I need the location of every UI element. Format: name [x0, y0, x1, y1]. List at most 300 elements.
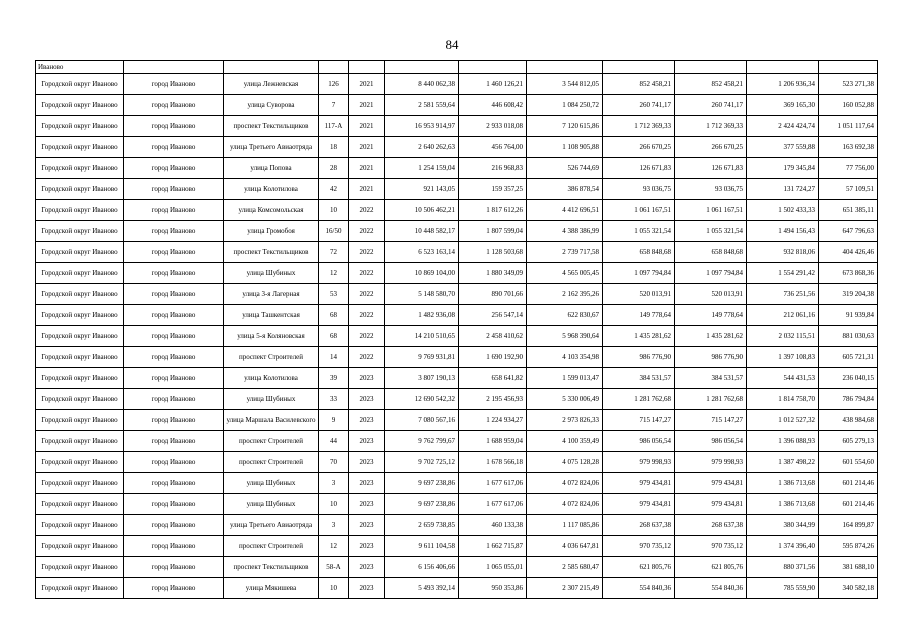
table-cell: 1 690 192,90 [459, 347, 527, 368]
table-cell: 44 [319, 431, 349, 452]
table-cell: 9 702 725,12 [385, 452, 459, 473]
table-row [36, 536, 878, 557]
table-cell: 1 108 905,88 [527, 137, 603, 158]
table-cell: 880 371,56 [747, 557, 819, 578]
table-row [36, 137, 878, 158]
table-cell: 1 807 599,04 [459, 221, 527, 242]
table-cell [385, 61, 459, 74]
table-cell: 2 933 018,08 [459, 116, 527, 137]
table-cell: 1 097 794,84 [675, 263, 747, 284]
table-cell: 1 460 126,21 [459, 74, 527, 95]
table-cell: 658 848,68 [603, 242, 675, 263]
table-cell: 10 [319, 578, 349, 599]
table-cell: 160 052,88 [819, 95, 878, 116]
table-cell: 736 251,56 [747, 284, 819, 305]
table-cell: 93 036,75 [675, 179, 747, 200]
table-cell: город Иваново [124, 200, 224, 221]
table-cell: 554 840,36 [603, 578, 675, 599]
table-cell: 950 353,86 [459, 578, 527, 599]
table-row [36, 284, 878, 305]
table-cell: 2022 [349, 200, 385, 221]
table-cell: 986 056,54 [675, 431, 747, 452]
table-cell: 7 [319, 95, 349, 116]
table-row [36, 431, 878, 452]
table-cell: 2022 [349, 347, 385, 368]
table-cell: 2023 [349, 389, 385, 410]
table-cell: 3 [319, 515, 349, 536]
table-cell: 2 195 456,93 [459, 389, 527, 410]
table-cell: 2 739 717,58 [527, 242, 603, 263]
table-cell: улица 5-я Коляновская [224, 326, 319, 347]
table-cell: улица Третьего Авиаотряда [224, 137, 319, 158]
table-cell: Городской округ Иваново [36, 263, 124, 284]
table-cell: 2021 [349, 158, 385, 179]
table-cell: Городской округ Иваново [36, 74, 124, 95]
table-cell: город Иваново [124, 494, 224, 515]
table-cell: 2 458 410,62 [459, 326, 527, 347]
table-cell: улица Колотилова [224, 368, 319, 389]
table-cell: 1 482 936,08 [385, 305, 459, 326]
table-cell: 8 440 062,38 [385, 74, 459, 95]
table-row [36, 158, 878, 179]
table-cell: 1 061 167,51 [603, 200, 675, 221]
register-table [35, 60, 878, 599]
table-cell: 852 458,21 [675, 74, 747, 95]
table-cell: 979 434,81 [675, 494, 747, 515]
table-cell: 601 214,46 [819, 494, 878, 515]
table-cell: 2021 [349, 116, 385, 137]
table-cell [819, 61, 878, 74]
table-cell: 10 448 582,17 [385, 221, 459, 242]
table-cell: 1 254 159,04 [385, 158, 459, 179]
table-cell: 622 830,67 [527, 305, 603, 326]
table-cell: улица Шубиных [224, 494, 319, 515]
table-cell: 970 735,12 [603, 536, 675, 557]
table-cell: 4 100 359,49 [527, 431, 603, 452]
page-number: 84 [445, 37, 459, 52]
table-cell: 2023 [349, 452, 385, 473]
table-cell: Городской округ Иваново [36, 494, 124, 515]
table-cell: 70 [319, 452, 349, 473]
table-cell: 256 547,14 [459, 305, 527, 326]
table-cell [349, 61, 385, 74]
table-cell: улица Шубиных [224, 473, 319, 494]
table-cell: 384 531,57 [675, 368, 747, 389]
table-cell: город Иваново [124, 74, 224, 95]
table-cell: 1 599 013,47 [527, 368, 603, 389]
table-cell: 149 778,64 [603, 305, 675, 326]
table-cell: проспект Текстильщиков [224, 116, 319, 137]
table-cell: 2 424 424,74 [747, 116, 819, 137]
table-cell: 647 796,63 [819, 221, 878, 242]
table-cell: Иваново [36, 61, 124, 74]
table-cell: город Иваново [124, 158, 224, 179]
table-cell: 2023 [349, 431, 385, 452]
table-cell: улица Мякишева [224, 578, 319, 599]
table-row [36, 368, 878, 389]
table-cell: 42 [319, 179, 349, 200]
table-cell: город Иваново [124, 95, 224, 116]
table-cell: 2022 [349, 305, 385, 326]
table-cell: 9 697 238,86 [385, 494, 459, 515]
table-cell: 10 869 104,00 [385, 263, 459, 284]
table-cell: 1 386 713,68 [747, 473, 819, 494]
table-cell: 7 080 567,16 [385, 410, 459, 431]
table-cell: 16/50 [319, 221, 349, 242]
table-cell: 117-А [319, 116, 349, 137]
table-cell: 126 671,83 [603, 158, 675, 179]
table-cell: улица 3-я Лагерная [224, 284, 319, 305]
table-cell: 3 807 190,13 [385, 368, 459, 389]
table-cell: 1 677 617,06 [459, 494, 527, 515]
table-cell: 1 712 369,33 [603, 116, 675, 137]
table-cell: 446 608,42 [459, 95, 527, 116]
table-cell [124, 61, 224, 74]
table-cell: 4 103 354,98 [527, 347, 603, 368]
table-row [36, 221, 878, 242]
table-cell: 1 435 281,62 [603, 326, 675, 347]
table-cell: 14 [319, 347, 349, 368]
table-cell: 1 494 156,43 [747, 221, 819, 242]
table-cell: 6 523 163,14 [385, 242, 459, 263]
table-cell: 2021 [349, 137, 385, 158]
table-cell: Городской округ Иваново [36, 536, 124, 557]
table-cell: 979 434,81 [603, 494, 675, 515]
table-cell: 4 388 386,99 [527, 221, 603, 242]
table-cell: 2023 [349, 557, 385, 578]
table-cell: 921 143,05 [385, 179, 459, 200]
table-row [36, 557, 878, 578]
table-cell: 1 435 281,62 [675, 326, 747, 347]
table-row [36, 410, 878, 431]
table-cell: Городской округ Иваново [36, 431, 124, 452]
table-cell: Городской округ Иваново [36, 116, 124, 137]
table-cell: 126 [319, 74, 349, 95]
table-cell: 163 692,38 [819, 137, 878, 158]
table-cell: 266 670,25 [603, 137, 675, 158]
table-cell: город Иваново [124, 536, 224, 557]
table-cell: 601 214,46 [819, 473, 878, 494]
table-cell: 381 688,10 [819, 557, 878, 578]
table-cell: 377 559,88 [747, 137, 819, 158]
table-cell: 28 [319, 158, 349, 179]
table-cell: 1 387 498,22 [747, 452, 819, 473]
table-cell: 3 [319, 473, 349, 494]
table-cell: проспект Строителей [224, 452, 319, 473]
table-cell: 1 097 794,84 [603, 263, 675, 284]
table-cell: 7 120 615,86 [527, 116, 603, 137]
table-cell: 14 210 510,65 [385, 326, 459, 347]
table-cell [527, 61, 603, 74]
table-cell: 2023 [349, 410, 385, 431]
table-cell: 12 [319, 536, 349, 557]
table-cell: 4 412 696,51 [527, 200, 603, 221]
table-cell: 460 133,38 [459, 515, 527, 536]
table-cell: 2 581 559,64 [385, 95, 459, 116]
table-cell: 4 565 005,45 [527, 263, 603, 284]
table-cell: 236 040,15 [819, 368, 878, 389]
table-cell: 2022 [349, 326, 385, 347]
table-cell: 2021 [349, 179, 385, 200]
table-row [36, 347, 878, 368]
table-cell [675, 61, 747, 74]
table-cell: Городской округ Иваново [36, 284, 124, 305]
table-cell: Городской округ Иваново [36, 473, 124, 494]
table-cell: 1 817 612,26 [459, 200, 527, 221]
table-cell: 93 036,75 [603, 179, 675, 200]
table-row [36, 305, 878, 326]
table-cell: город Иваново [124, 389, 224, 410]
table-cell [319, 61, 349, 74]
table-cell: 523 271,38 [819, 74, 878, 95]
table-cell: 216 968,83 [459, 158, 527, 179]
table-cell: 852 458,21 [603, 74, 675, 95]
table-cell: улица Ташкентская [224, 305, 319, 326]
table-cell: 2022 [349, 242, 385, 263]
table-cell: 1 397 108,83 [747, 347, 819, 368]
table-cell: 601 554,60 [819, 452, 878, 473]
table-cell: 2 640 262,63 [385, 137, 459, 158]
table-cell: 986 056,54 [603, 431, 675, 452]
table-cell: 9 762 799,67 [385, 431, 459, 452]
table-row [36, 74, 878, 95]
table-cell: Городской округ Иваново [36, 347, 124, 368]
table-cell: улица Шубиных [224, 263, 319, 284]
table-cell: 12 690 542,32 [385, 389, 459, 410]
table-cell: 2 973 826,33 [527, 410, 603, 431]
table-cell: 268 637,38 [675, 515, 747, 536]
table-cell: город Иваново [124, 242, 224, 263]
table-cell: 1 117 085,86 [527, 515, 603, 536]
table-cell: город Иваново [124, 305, 224, 326]
table-cell: улица Громобоя [224, 221, 319, 242]
table-cell: 979 998,93 [603, 452, 675, 473]
table-cell: 1 814 758,70 [747, 389, 819, 410]
table-cell: 621 805,76 [675, 557, 747, 578]
table-cell: Городской округ Иваново [36, 368, 124, 389]
table-cell: 2 659 738,85 [385, 515, 459, 536]
table-cell: 5 330 006,49 [527, 389, 603, 410]
table-row [36, 263, 878, 284]
table-cell: 5 968 390,64 [527, 326, 603, 347]
table-cell: 266 670,25 [675, 137, 747, 158]
table-cell: проспект Текстильщиков [224, 242, 319, 263]
table-cell: 4 072 824,06 [527, 494, 603, 515]
table-row [36, 326, 878, 347]
table-cell [747, 61, 819, 74]
table-cell: 268 637,38 [603, 515, 675, 536]
table-cell: город Иваново [124, 557, 224, 578]
table-cell: город Иваново [124, 452, 224, 473]
table-cell: 1 281 762,68 [675, 389, 747, 410]
table-cell: 932 818,06 [747, 242, 819, 263]
table-cell: 2022 [349, 284, 385, 305]
table-cell: 5 493 392,14 [385, 578, 459, 599]
table-cell: 4 075 128,28 [527, 452, 603, 473]
table-cell: 10 [319, 200, 349, 221]
table-row [36, 61, 878, 74]
table-cell: 9 [319, 410, 349, 431]
table-cell: 673 868,36 [819, 263, 878, 284]
table-cell: 91 939,84 [819, 305, 878, 326]
table-cell: 2 032 115,51 [747, 326, 819, 347]
table-cell: 2023 [349, 494, 385, 515]
table-cell: Городской округ Иваново [36, 95, 124, 116]
table-cell: 72 [319, 242, 349, 263]
table-cell: 605 279,13 [819, 431, 878, 452]
table-cell: 979 434,81 [675, 473, 747, 494]
table-cell: 68 [319, 326, 349, 347]
table-cell: 2023 [349, 536, 385, 557]
table-cell: проспект Строителей [224, 536, 319, 557]
table-cell: город Иваново [124, 515, 224, 536]
table-cell: 10 506 462,21 [385, 200, 459, 221]
table-cell: 970 735,12 [675, 536, 747, 557]
table-cell: 658 848,68 [675, 242, 747, 263]
table-cell: 9 769 931,81 [385, 347, 459, 368]
table-cell: 2 585 680,47 [527, 557, 603, 578]
table-cell: улица Шубиных [224, 389, 319, 410]
table-cell: город Иваново [124, 137, 224, 158]
table-cell: 554 840,36 [675, 578, 747, 599]
table-cell: 340 582,18 [819, 578, 878, 599]
table-cell: проспект Строителей [224, 431, 319, 452]
table-cell: 715 147,27 [603, 410, 675, 431]
table-cell: 1 061 167,51 [675, 200, 747, 221]
table-cell: 1 051 117,64 [819, 116, 878, 137]
table-cell: 595 874,26 [819, 536, 878, 557]
table-cell: 520 013,91 [603, 284, 675, 305]
table-cell: 979 434,81 [603, 473, 675, 494]
table-cell [224, 61, 319, 74]
table-cell: Городской округ Иваново [36, 557, 124, 578]
table-cell [603, 61, 675, 74]
table-cell: 4 036 647,81 [527, 536, 603, 557]
table-cell: 986 776,90 [675, 347, 747, 368]
table-cell: 1 678 566,18 [459, 452, 527, 473]
table-cell: 1 374 396,40 [747, 536, 819, 557]
table-cell: город Иваново [124, 179, 224, 200]
table-cell: 149 778,64 [675, 305, 747, 326]
table-cell: 384 531,57 [603, 368, 675, 389]
table-cell: Городской округ Иваново [36, 389, 124, 410]
table-cell: 1 055 321,54 [675, 221, 747, 242]
table-cell: 164 899,87 [819, 515, 878, 536]
table-cell: 58-А [319, 557, 349, 578]
table-row [36, 389, 878, 410]
table-cell: улица Колотилова [224, 179, 319, 200]
table-cell: 881 030,63 [819, 326, 878, 347]
table-row [36, 242, 878, 263]
table-cell: город Иваново [124, 263, 224, 284]
table-cell: 4 072 824,06 [527, 473, 603, 494]
table-cell: 5 148 580,70 [385, 284, 459, 305]
table-cell: улица Суворова [224, 95, 319, 116]
table-cell: Городской округ Иваново [36, 578, 124, 599]
table-cell: 1 712 369,33 [675, 116, 747, 137]
table-cell: 212 061,16 [747, 305, 819, 326]
table-cell: 1 055 321,54 [603, 221, 675, 242]
table-cell: 1 386 713,68 [747, 494, 819, 515]
table-cell: Городской округ Иваново [36, 137, 124, 158]
table-cell: Городской округ Иваново [36, 452, 124, 473]
table-cell: город Иваново [124, 368, 224, 389]
table-cell: 1 677 617,06 [459, 473, 527, 494]
table-cell: город Иваново [124, 578, 224, 599]
table-row [36, 200, 878, 221]
table-cell: Городской округ Иваново [36, 326, 124, 347]
table-cell: улица Лежневская [224, 74, 319, 95]
table-row [36, 515, 878, 536]
table-cell: 9 611 104,58 [385, 536, 459, 557]
table-cell: 986 776,90 [603, 347, 675, 368]
table-cell: Городской округ Иваново [36, 158, 124, 179]
table-cell: 1 012 527,32 [747, 410, 819, 431]
table-row [36, 95, 878, 116]
table-cell: проспект Текстильщиков [224, 557, 319, 578]
table-cell: 651 385,11 [819, 200, 878, 221]
table-cell: город Иваново [124, 347, 224, 368]
table-cell: 621 805,76 [603, 557, 675, 578]
table-cell: 319 204,38 [819, 284, 878, 305]
table-cell: 1 206 936,34 [747, 74, 819, 95]
table-cell: 6 156 406,66 [385, 557, 459, 578]
table-cell: 1 502 433,33 [747, 200, 819, 221]
table-cell: 380 344,99 [747, 515, 819, 536]
table-cell: 126 671,83 [675, 158, 747, 179]
table-cell: 159 357,25 [459, 179, 527, 200]
table-cell: 9 697 238,86 [385, 473, 459, 494]
table-row [36, 452, 878, 473]
table-cell: 1 128 503,68 [459, 242, 527, 263]
table-cell: Городской округ Иваново [36, 515, 124, 536]
table-cell: 2023 [349, 473, 385, 494]
table-cell: 2023 [349, 368, 385, 389]
table-cell: 2022 [349, 221, 385, 242]
table-cell: город Иваново [124, 473, 224, 494]
table-cell: улица Комсомольская [224, 200, 319, 221]
table-cell: город Иваново [124, 431, 224, 452]
table-cell: 386 878,54 [527, 179, 603, 200]
table-cell: 39 [319, 368, 349, 389]
table-cell: Городской округ Иваново [36, 305, 124, 326]
table-cell: 438 984,68 [819, 410, 878, 431]
table-cell: 526 744,69 [527, 158, 603, 179]
table-cell: 12 [319, 263, 349, 284]
table-cell: 1 065 055,01 [459, 557, 527, 578]
table-cell: 260 741,17 [603, 95, 675, 116]
table-cell: 57 109,51 [819, 179, 878, 200]
table-cell: 369 165,30 [747, 95, 819, 116]
table-row [36, 473, 878, 494]
table-cell: 1 396 088,93 [747, 431, 819, 452]
table-cell: проспект Строителей [224, 347, 319, 368]
table-cell: 785 559,90 [747, 578, 819, 599]
table-cell: 16 953 914,97 [385, 116, 459, 137]
table-cell: Городской округ Иваново [36, 221, 124, 242]
table-cell: город Иваново [124, 221, 224, 242]
table-cell: город Иваново [124, 326, 224, 347]
table-cell: улица Маршала Василевского [224, 410, 319, 431]
table-cell: 18 [319, 137, 349, 158]
table-cell: 1 084 250,72 [527, 95, 603, 116]
table-cell: 1 688 959,04 [459, 431, 527, 452]
table-row [36, 116, 878, 137]
table-cell: 1 224 934,27 [459, 410, 527, 431]
table-cell: 1 554 291,42 [747, 263, 819, 284]
table-cell: 2022 [349, 263, 385, 284]
table-cell: 2021 [349, 74, 385, 95]
